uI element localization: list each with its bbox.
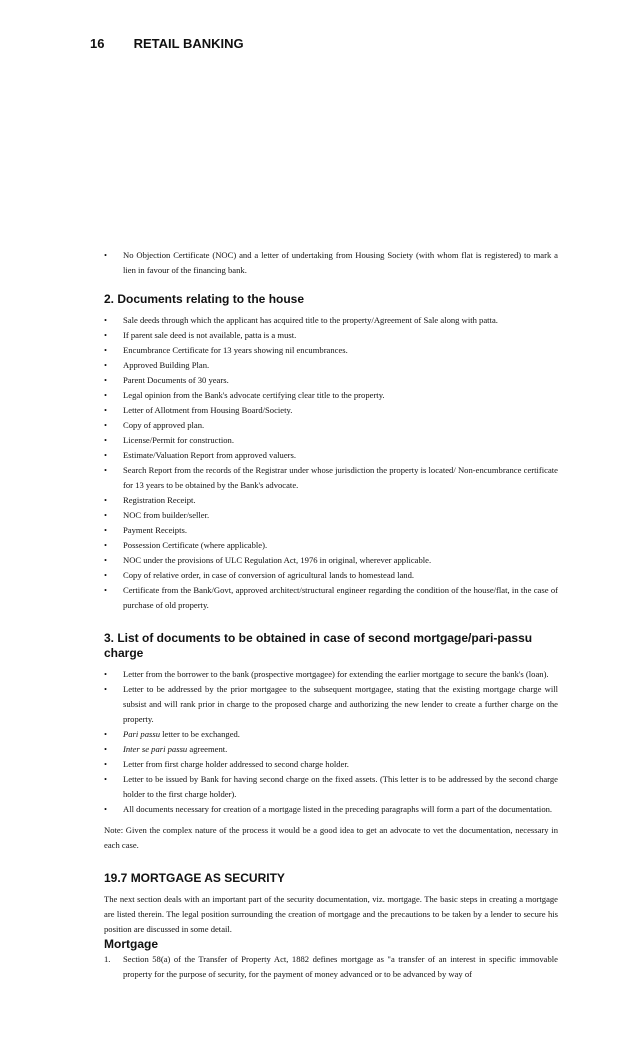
list-item: • License/Permit for construction. [104, 435, 234, 445]
list-item: • Possession Certificate (where applicable). [104, 540, 268, 550]
list-item: • If parent sale deed is not available, patta is a must. [104, 330, 297, 340]
list-item: • Payment Receipts. [104, 525, 187, 535]
top-bullet-list [104, 248, 558, 278]
list-item: • Encumbrance Certificate for 13 years showing nil encumbrances. [104, 345, 348, 355]
list-item: • Parent Documents of 30 years. [104, 375, 229, 385]
second-mortgage-list [104, 667, 558, 817]
list-item: • Letter of Allotment from Housing Board/Society. [104, 405, 293, 415]
top-list-block [104, 248, 558, 278]
list-item: • Letter to be addressed by the prior mortgagee to the subsequent mortgagee, stating that the existing mortgage charge will subsist and will rank prior in charge to the proposed charge and authorizing the new lender to create a further charge on the property. [104, 684, 558, 724]
list-item: • No Objection Certificate (NOC) and a letter of undertaking from Housing Society (with whom flat is registered) to mark a lien in favour of the financing bank. [104, 250, 558, 275]
subsection-heading: Mortgage [104, 937, 158, 951]
note-paragraph: Note: Given the complex nature of the process it would be a good idea to get an advocate to vet the documentation, necessary in each case. [104, 825, 558, 850]
section-mortgage-security [104, 871, 558, 982]
list-item: • Copy of relative order, in case of conversion of agricultural lands to homestead land. [104, 570, 415, 580]
list-item: • Registration Receipt. [104, 495, 196, 505]
section-second-mortgage [104, 631, 558, 853]
list-item: • Inter se pari passu agreement. [104, 744, 228, 754]
house-documents-list [104, 313, 558, 613]
intro-paragraph: The next section deals with an important part of the security documentation, viz. mortgage. The basic steps in creating a mortgage are listed therein. The legal position surrounding the creation of mortgage and the precautions to be taken by a lender to secure his position are discussed in some detail. [104, 894, 558, 934]
list-item: • Pari passu letter to be exchanged. [104, 729, 240, 739]
section-heading: 3. List of documents to be obtained in case of second mortgage/pari-passu charge [104, 631, 533, 660]
list-item: • Copy of approved plan. [104, 420, 205, 430]
page-number: 16 [90, 36, 105, 51]
section-heading: 2. Documents relating to the house [104, 292, 305, 306]
list-item: • Sale deeds through which the applicant has acquired title to the property/Agreement of Sale along with patta. [104, 315, 498, 325]
list-item: • Letter from first charge holder addressed to second charge holder. [104, 759, 349, 769]
running-title: RETAIL BANKING [133, 36, 244, 51]
list-item: • Estimate/Valuation Report from approved valuers. [104, 450, 297, 460]
list-item: • All documents necessary for creation of a mortgage listed in the preceding paragraphs will form a part of the documentation. [104, 804, 553, 814]
list-item: • Search Report from the records of the Registrar under whose jurisdiction the property is located/ Non-encumbrance certificate for 13 years to be obtained by the Bank's advocate. [104, 465, 558, 490]
list-item: • Letter to be issued by Bank for having second charge on the fixed assets. (This letter is to be addressed by the second charge holder to the first charge holder). [104, 774, 558, 799]
numbered-list [104, 952, 558, 982]
section-house-documents [104, 292, 558, 613]
list-item: • Approved Building Plan. [104, 360, 210, 370]
list-item: • NOC from builder/seller. [104, 510, 210, 520]
section-heading: 19.7 MORTGAGE AS SECURITY [104, 871, 285, 885]
list-item: • NOC under the provisions of ULC Regulation Act, 1976 in original, wherever applicable. [104, 555, 432, 565]
main-content [104, 292, 558, 982]
list-item: 1. Section 58(a) of the Transfer of Property Act, 1882 defines mortgage as "a transfer of an interest in specific immovable property for the purpose of security, for the payment of money advanced or to be advanced by way of [104, 954, 558, 979]
list-item: • Letter from the borrower to the bank (prospective mortgagee) for extending the earlier mortgage to secure the bank's (loan). [104, 669, 549, 679]
page-header [90, 36, 244, 51]
list-item: • Certificate from the Bank/Govt, approved architect/structural engineer regarding the condition of the house/flat, in the case of purchase of old property. [104, 585, 558, 610]
list-item: • Legal opinion from the Bank's advocate certifying clear title to the property. [104, 390, 385, 400]
